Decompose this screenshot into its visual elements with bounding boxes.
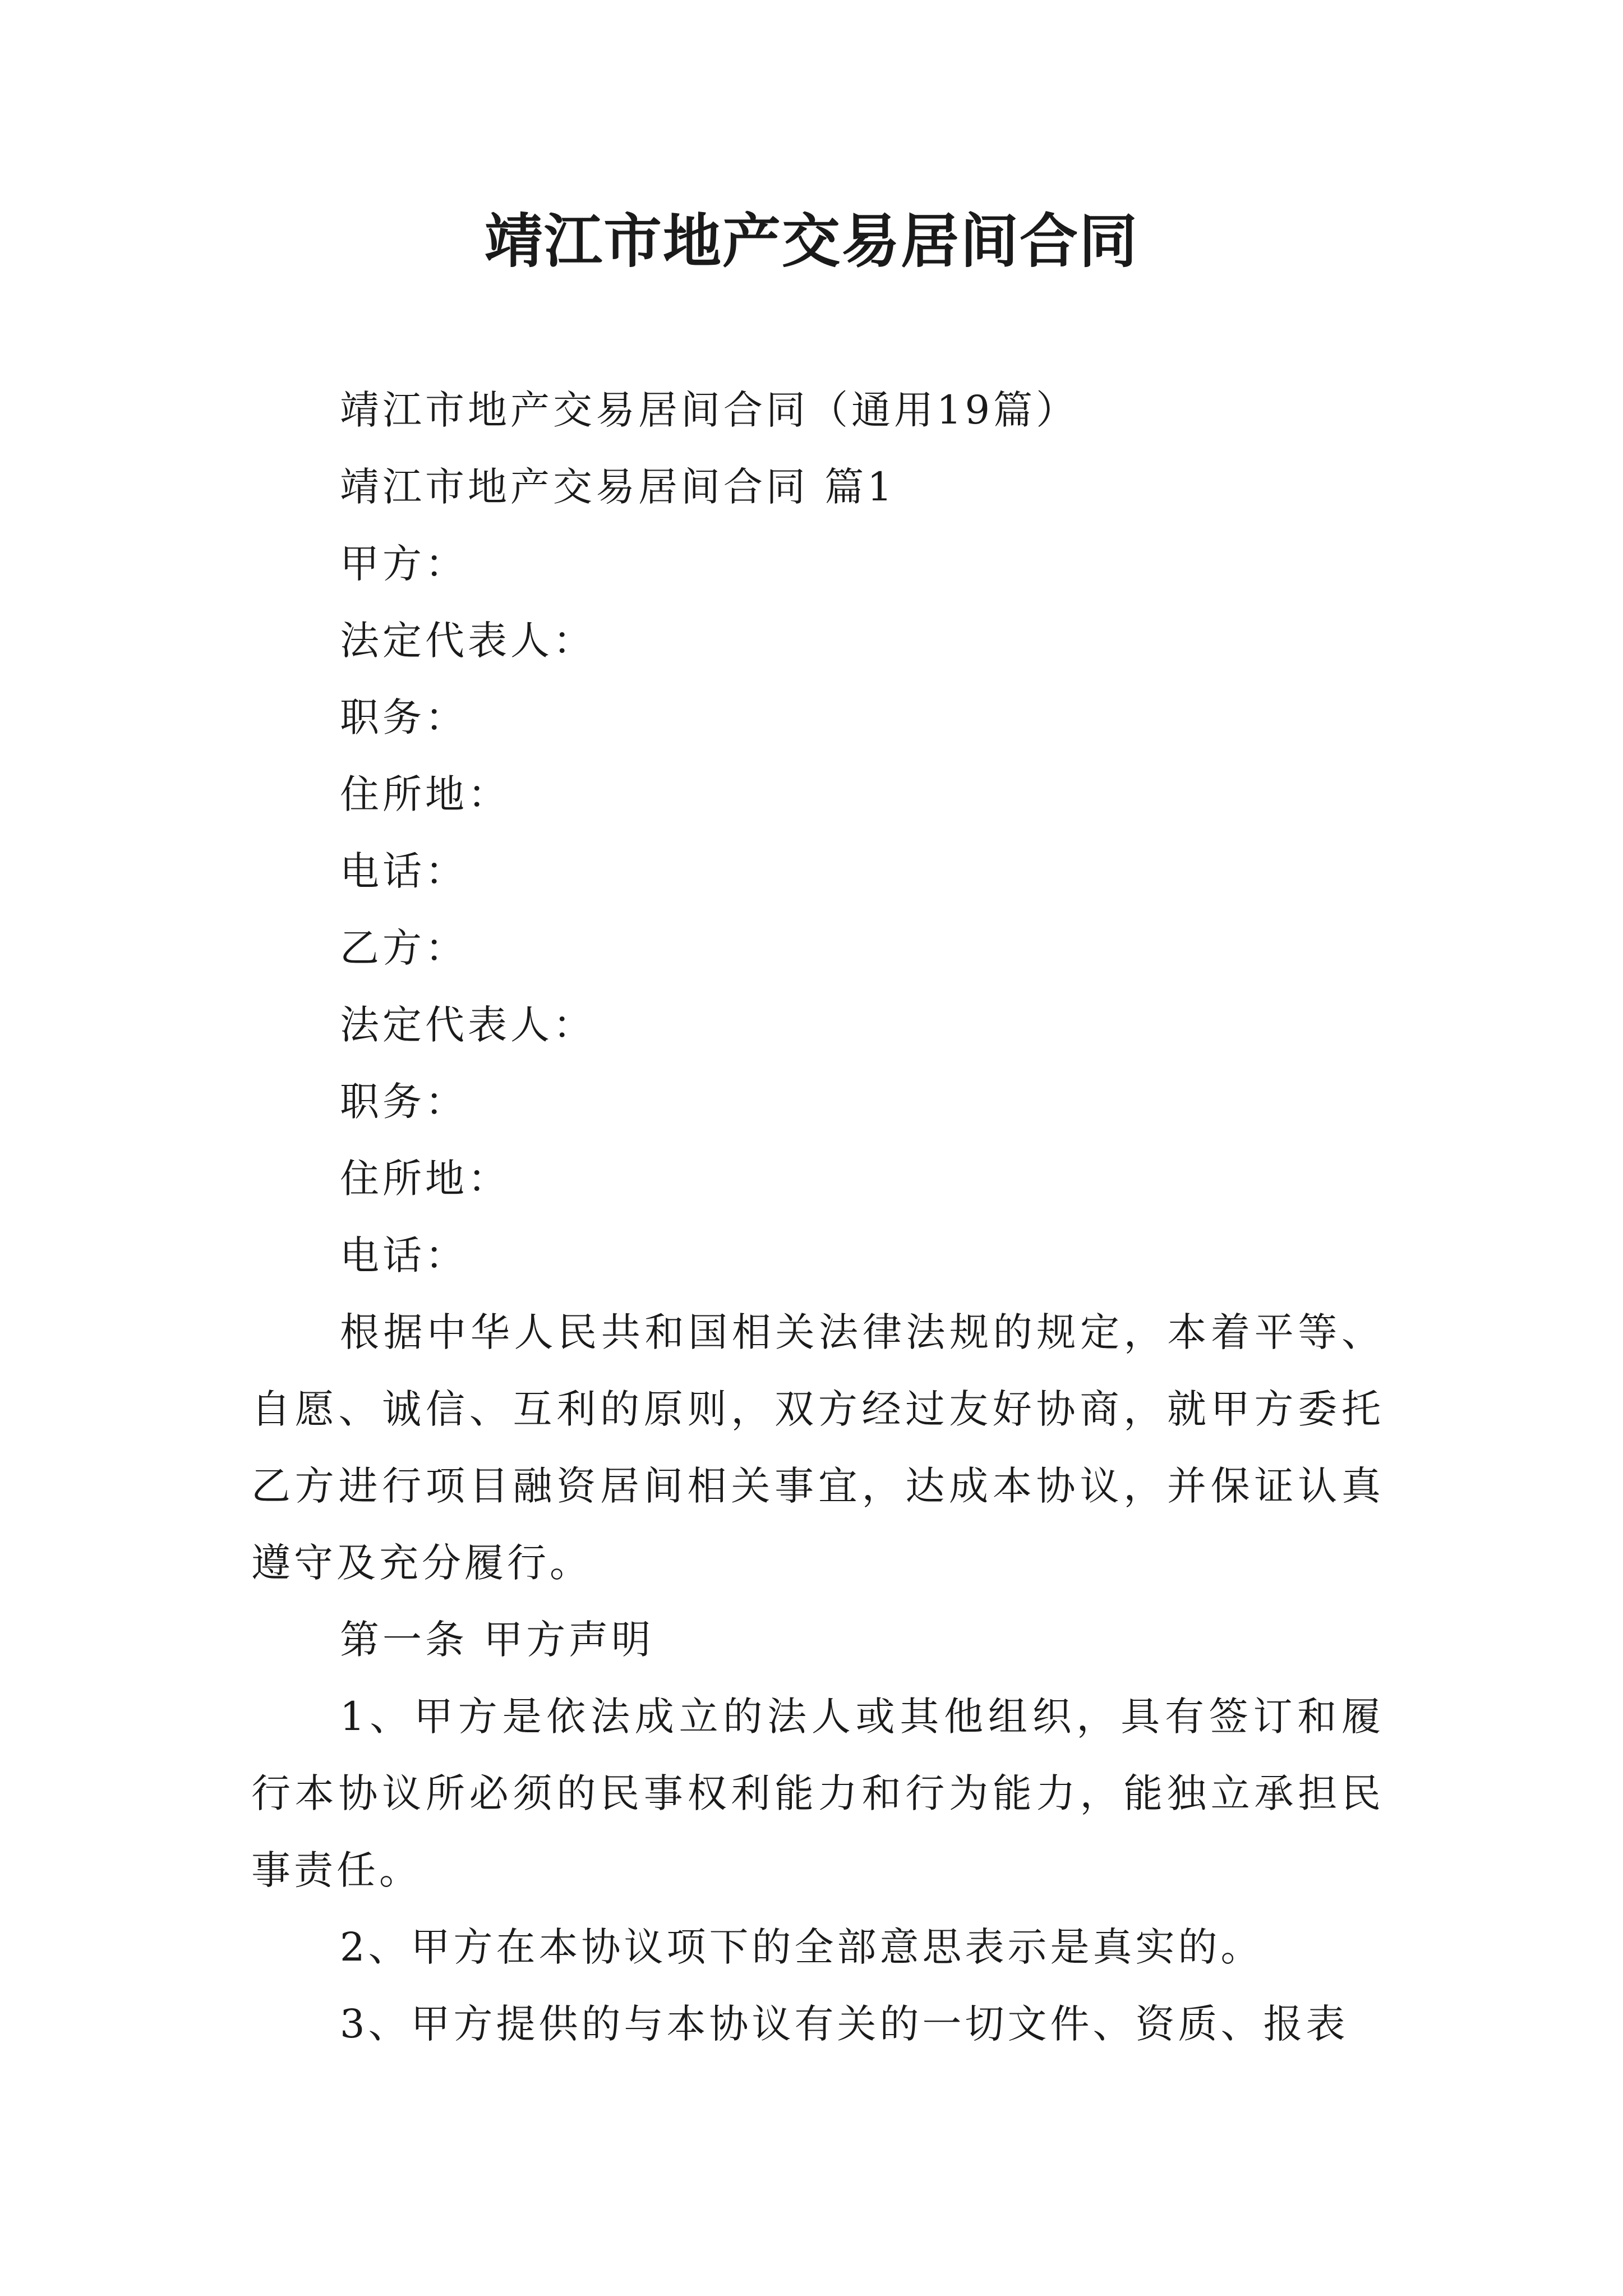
party-b-label: 乙方： bbox=[340, 925, 468, 971]
clause-paragraph: 3、甲方提供的与本协议有关的一切文件、资质、报表 bbox=[340, 2001, 1349, 2047]
section-heading: 靖江市地产交易居间合同 篇1 bbox=[340, 464, 896, 510]
preamble-paragraph: 根据中华人民共和国相关法律法规的规定，本着平等、自愿、诚信、互利的原则，双方经过友好协商，就甲方委托乙方进行项目融资居间相关事宜，达成本协议，并保证认真遵守及充分履行。 bbox=[251, 1309, 1384, 1586]
party-b-address-label: 住所地： bbox=[340, 1156, 510, 1202]
party-b-position-label: 职务： bbox=[340, 1079, 468, 1125]
clause-paragraph: 2、甲方在本协议项下的全部意思表示是真实的。 bbox=[340, 1924, 1264, 1970]
party-a-representative-label: 法定代表人： bbox=[340, 618, 596, 664]
document-body bbox=[251, 372, 1384, 2063]
party-b-representative-label: 法定代表人： bbox=[340, 1002, 596, 1048]
party-a-position-label: 职务： bbox=[340, 694, 468, 740]
document-title: 靖江市地产交易居间合同 bbox=[484, 206, 1138, 275]
party-b-phone-label: 电话： bbox=[340, 1232, 468, 1278]
article-heading: 第一条 甲方声明 bbox=[340, 1617, 654, 1663]
clause-paragraph: 1、甲方是依法成立的法人或其他组织，具有签订和履行本协议所必须的民事权利能力和行为能力，能独立承担民事责任。 bbox=[251, 1694, 1384, 1893]
party-a-address-label: 住所地： bbox=[340, 771, 510, 817]
party-a-label: 甲方： bbox=[340, 541, 468, 587]
subtitle-line: 靖江市地产交易居间合同（通用19篇） bbox=[340, 387, 1079, 433]
party-a-phone-label: 电话： bbox=[340, 848, 468, 894]
